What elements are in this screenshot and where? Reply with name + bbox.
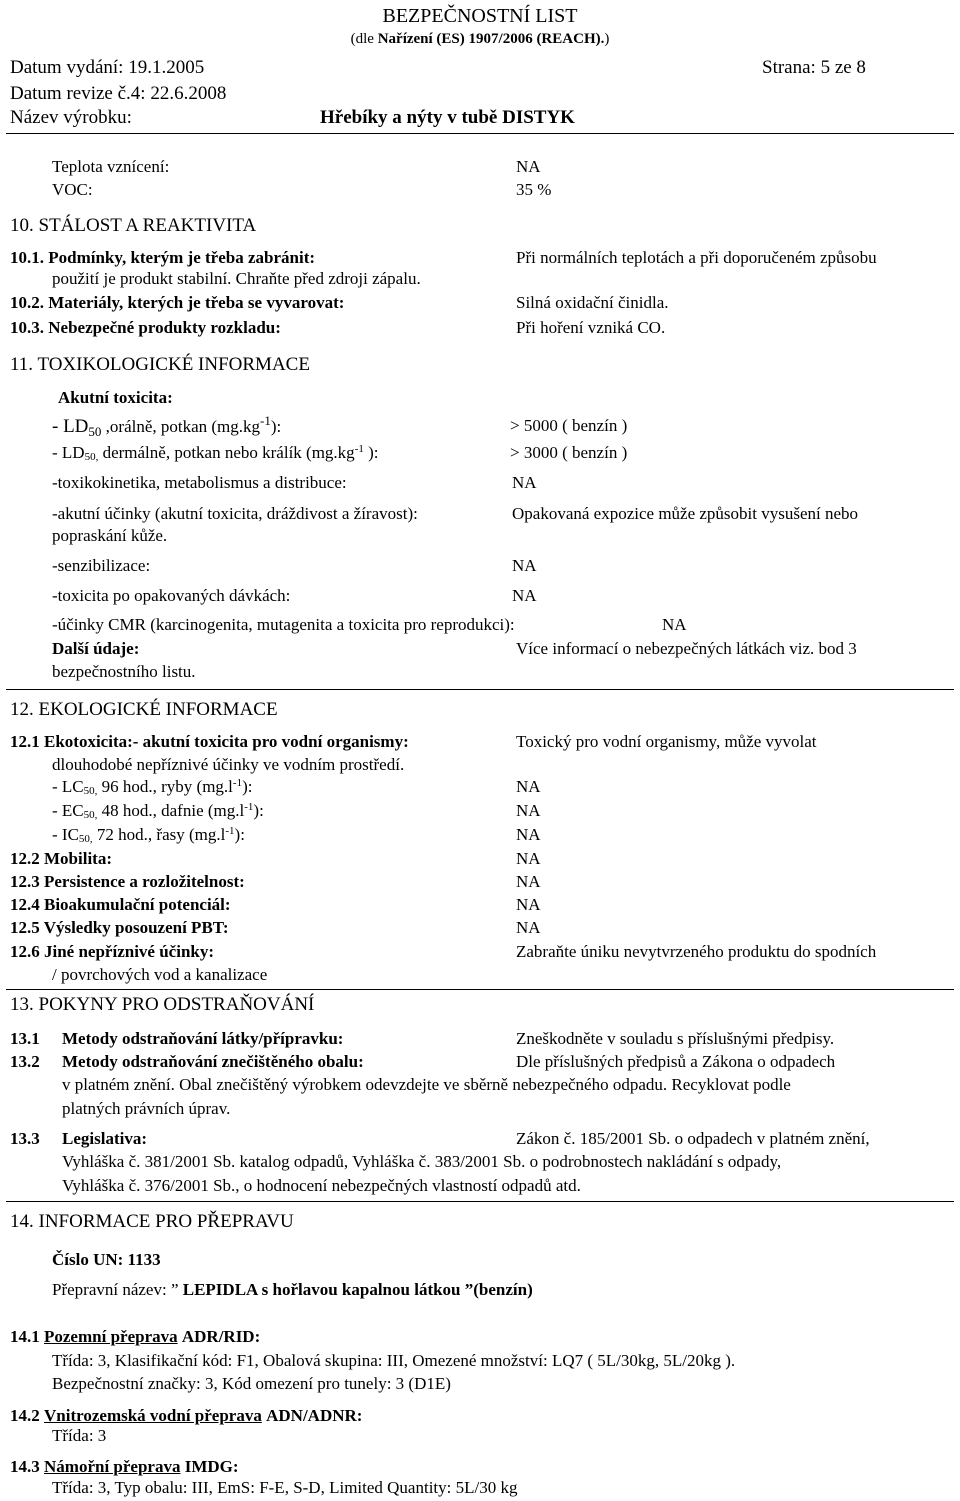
product-label: Název výrobku: (10, 107, 132, 128)
lc50-fish-value: NA (516, 777, 541, 796)
persistence-label: 12.3 Persistence a rozložitelnost: (10, 872, 245, 891)
ecotoxicity-value: Toxický pro vodní organismy, může vyvolat (516, 732, 817, 751)
ecotoxicity-label: 12.1 Ekotoxicita:- akutní toxicita pro vodní organismy: (10, 732, 409, 751)
s10-row1-cont: použití je produkt stabilní. Chraňte před zdroji zápalu. (52, 269, 421, 288)
product-name: Hřebíky a nýty v tubě DISTYK (320, 107, 575, 128)
section-11-divider (6, 689, 954, 690)
sensitization-value: NA (512, 556, 537, 575)
ld50-dermal-value: > 3000 ( benzín ) (510, 443, 628, 462)
un-number: Číslo UN: 1133 (52, 1250, 161, 1269)
s13-row3-cont2: Vyhláška č. 376/2001 Sb., o hodnocení nebezpečných vlastností odpadů atd. (62, 1176, 581, 1195)
section-14-title: 14. INFORMACE PRO PŘEPRAVU (10, 1211, 294, 1232)
voc-label: VOC: (52, 180, 93, 199)
repeated-dose-value: NA (512, 586, 537, 605)
pbt-label: 12.5 Výsledky posouzení PBT: (10, 918, 229, 937)
section-10-title: 10. STÁLOST A REAKTIVITA (10, 215, 257, 236)
s13-row2-label: Metody odstraňování znečištěného obalu: (62, 1052, 364, 1071)
ld50-oral-value: > 5000 ( benzín ) (510, 416, 628, 435)
toxicokinetics-label: -toxikokinetika, metabolismus a distribuce: (52, 473, 347, 492)
s10-row2-value: Silná oxidační činidla. (516, 293, 669, 312)
road-transport-line2: Bezpečnostní značky: 3, Kód omezení pro tunely: 3 (D1E) (52, 1374, 451, 1393)
s13-row2-cont2: platných právních úprav. (62, 1099, 231, 1118)
sensitization-label: -senzibilizace: (52, 556, 151, 575)
toxicokinetics-value: NA (512, 473, 537, 492)
flash-point-value: NA (516, 157, 541, 176)
flash-point-label: Teplota vznícení: (52, 157, 170, 176)
voc-value: 35 % (516, 180, 552, 199)
ic50-algae-label: - $IC_{50,}$ 72 hod., řasy $(mg.l^{-1})$: (52, 825, 245, 845)
acute-effects-value: Opakovaná expozice může způsobit vysušení nebo (512, 504, 859, 523)
s10-row1-label: 10.1. Podmínky, kterým je třeba zabránit: (10, 248, 316, 267)
s13-row3-value: Zákon č. 185/2001 Sb. o odpadech v platném znění, (516, 1129, 870, 1148)
sea-transport-line1: Třída: 3, Typ obalu: III, EmS: F-E, S-D, Limited Quantity: 5L/30 kg (52, 1478, 518, 1497)
ld50-dermal-label: - $LD_{50,}$ dermálně, potkan nebo králík ($mg.kg^{-1}$ ): (52, 443, 379, 463)
mobility-label: 12.2 Mobilita: (10, 849, 112, 868)
s13-row3-num: 13.3 (10, 1129, 40, 1148)
persistence-value: NA (516, 872, 541, 891)
s13-row2-cont1: v platném znění. Obal znečištěný výrobkem odevzdejte ve sběrně nebezpečného odpadu. Recyklovat podle (62, 1075, 791, 1094)
inland-water-line1: Třída: 3 (52, 1426, 107, 1445)
s10-row3-label: 10.3. Nebezpečné produkty rozkladu: (10, 318, 281, 337)
transport-name: Přepravní název: ” LEPIDLA s hořlavou kapalnou látkou ”(benzín) (52, 1280, 533, 1299)
acute-effects-label: -akutní účinky (akutní toxicita, dráždivost a žíravost): (52, 504, 418, 523)
s10-row3-value: Při hoření vzniká CO. (516, 318, 666, 337)
section-12-divider (6, 989, 954, 990)
ecotoxicity-cont: dlouhodobé nepříznivé účinky ve vodním prostředí. (52, 755, 405, 774)
cmr-label: -účinky CMR (karcinogenita, mutagenita a toxicita pro reprodukci): (52, 615, 515, 634)
section-12-title: 12. EKOLOGICKÉ INFORMACE (10, 699, 278, 720)
acute-toxicity-heading: Akutní toxicita: (58, 388, 173, 407)
other-info-value: Více informací o nebezpečných látkách viz. bod 3 (516, 639, 857, 658)
ld50-oral-label: - $LD_{50}$ ,orálně, potkan $(mg.kg^{-1})$: (52, 413, 282, 439)
s13-row3-cont1: Vyhláška č. 381/2001 Sb. katalog odpadů, Vyhláška č. 383/2001 Sb. o podrobnostech nakládání s odpady, (62, 1152, 782, 1171)
s13-row2-value: Dle příslušných předpisů a Zákona o odpadech (516, 1052, 836, 1071)
s10-row1-value: Při normálních teplotách a při doporučeném způsobu (516, 248, 877, 267)
s13-row1-value: Zneškodněte v souladu s příslušnými předpisy. (516, 1029, 835, 1048)
s13-row1-num: 13.1 (10, 1029, 40, 1048)
revision-date: Datum revize č.4: 22.6.2008 (10, 83, 227, 104)
s13-row2-num: 13.2 (10, 1052, 40, 1071)
ic50-algae-value: NA (516, 825, 541, 844)
other-info-label: Další údaje: (52, 639, 140, 658)
bioaccumulation-value: NA (516, 895, 541, 914)
bioaccumulation-label: 12.4 Bioakumulační potenciál: (10, 895, 231, 914)
road-transport-heading: 14.1 Pozemní přeprava ADR/RID: (10, 1327, 261, 1346)
lc50-fish-label: - $LC_{50,}$ 96 hod., ryby $(mg.l^{-1})$: (52, 777, 253, 797)
ec50-daphnia-label: - $EC_{50,}$ 48 hod., dafnie $(mg.l^{-1})$: (52, 801, 264, 821)
mobility-value: NA (516, 849, 541, 868)
regulation-subtitle: (dle Nařízení (ES) 1907/2006 (REACH).) (350, 31, 610, 47)
road-transport-line1: Třída: 3, Klasifikační kód: F1, Obalová skupina: III, Omezené množství: LQ7 ( 5L/30kg, 5L/20kg ). (52, 1351, 736, 1370)
other-effects-cont: / povrchových vod a kanalizace (52, 965, 268, 984)
s10-row2-label: 10.2. Materiály, kterých je třeba se vyvarovat: (10, 293, 345, 312)
acute-effects-cont: popraskání kůže. (52, 526, 168, 545)
document-title: BEZPEČNOSTNÍ LIST (382, 5, 578, 27)
cmr-value: NA (662, 615, 687, 634)
section-11-title: 11. TOXIKOLOGICKÉ INFORMACE (10, 354, 310, 375)
other-effects-value: Zabraňte úniku nevytvrzeného produktu do spodních (516, 942, 877, 961)
issue-date: Datum vydání: 19.1.2005 (10, 57, 205, 78)
header-divider (6, 133, 954, 134)
ec50-daphnia-value: NA (516, 801, 541, 820)
page-number: Strana: 5 ze 8 (762, 57, 866, 78)
other-effects-label: 12.6 Jiné nepříznivé účinky: (10, 942, 215, 961)
pbt-value: NA (516, 918, 541, 937)
s13-row1-label: Metody odstraňování látky/přípravku: (62, 1029, 344, 1048)
repeated-dose-label: -toxicita po opakovaných dávkách: (52, 586, 291, 605)
section-13-divider (6, 1201, 954, 1202)
sea-transport-heading: 14.3 Námořní přeprava IMDG: (10, 1457, 239, 1476)
other-info-cont: bezpečnostního listu. (52, 662, 196, 681)
section-13-title: 13. POKYNY PRO ODSTRAŇOVÁNÍ (10, 994, 315, 1015)
s13-row3-label: Legislativa: (62, 1129, 147, 1148)
inland-water-heading: 14.2 Vnitrozemská vodní přeprava ADN/ADNR: (10, 1406, 363, 1425)
